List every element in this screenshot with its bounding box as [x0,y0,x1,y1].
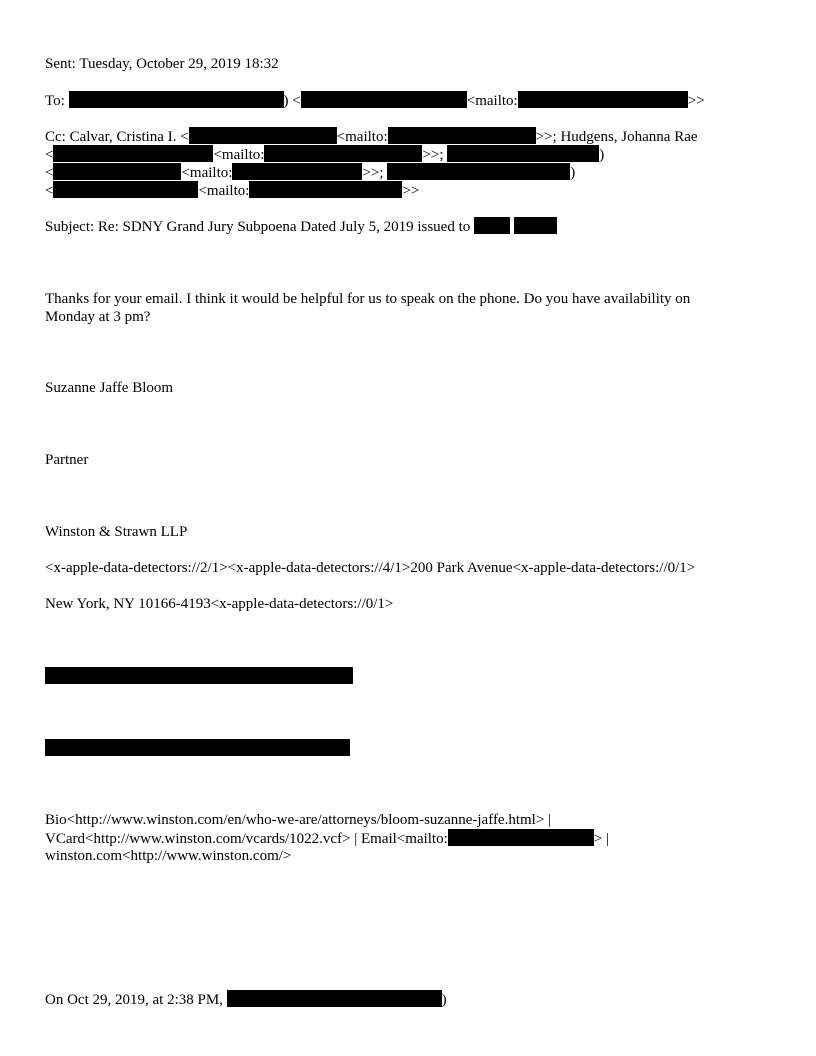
cc-line-3: < <mailto: >>; ) [45,165,576,181]
redaction-box [447,145,599,162]
signature-name: Suzanne Jaffe Bloom [45,380,174,396]
to-line: To: ) < <mailto: >> [45,93,705,109]
redaction-box [189,127,337,144]
quote-intro-line: On Oct 29, 2019, at 2:38 PM, ) [45,992,447,1008]
redaction-box [53,145,213,162]
signature-links-2: VCard<http://www.winston.com/vcards/1022.vcf> | Email<mailto: > | [45,831,609,847]
redaction-box [388,127,536,144]
cc-line-1: Cc: Calvar, Cristina I. < <mailto: >>; Hudgens, Johanna Rae [45,129,698,145]
to-label: To: [45,93,69,109]
redaction-box [69,91,284,108]
redaction-box [249,181,402,198]
redaction-box [301,91,467,108]
signature-address-1: <x-apple-data-detectors://2/1><x-apple-data-detectors://4/1>200 Park Avenue<x-apple-data-detectors://0/1> [45,560,696,576]
signature-firm: Winston & Strawn LLP [45,524,188,540]
signature-links-1: Bio<http://www.winston.com/en/who-we-are/attorneys/bloom-suzanne-jaffe.html> | [45,812,552,828]
cc-label: Cc: Calvar, Cristina I. < [45,129,189,145]
redaction-bar [45,739,350,756]
message-line-2: Monday at 3 pm? [45,309,151,325]
message-line-1: Thanks for your email. I think it would be helpful for us to speak on the phone. Do you have availability on [45,291,691,307]
redaction-box [448,829,594,846]
cc-line-4: < <mailto: >> [45,183,420,199]
redaction-box [518,91,688,108]
redaction-box [232,163,362,180]
signature-title: Partner [45,452,89,468]
redaction-box [474,217,510,234]
redaction-box [53,163,181,180]
redaction-box [514,217,557,234]
redaction-box [53,181,198,198]
redaction-box [387,163,570,180]
redaction-box [264,145,422,162]
redaction-box [227,990,442,1007]
redaction-bar [45,667,353,684]
signature-links-3: winston.com<http://www.winston.com/> [45,848,292,864]
signature-address-2: New York, NY 10166-4193<x-apple-data-detectors://0/1> [45,596,394,612]
cc-line-2: < <mailto: >>; ) [45,147,605,163]
sent-line: Sent: Tuesday, October 29, 2019 18:32 [45,56,279,72]
subject-line: Subject: Re: SDNY Grand Jury Subpoena Dated July 5, 2019 issued to [45,217,557,235]
